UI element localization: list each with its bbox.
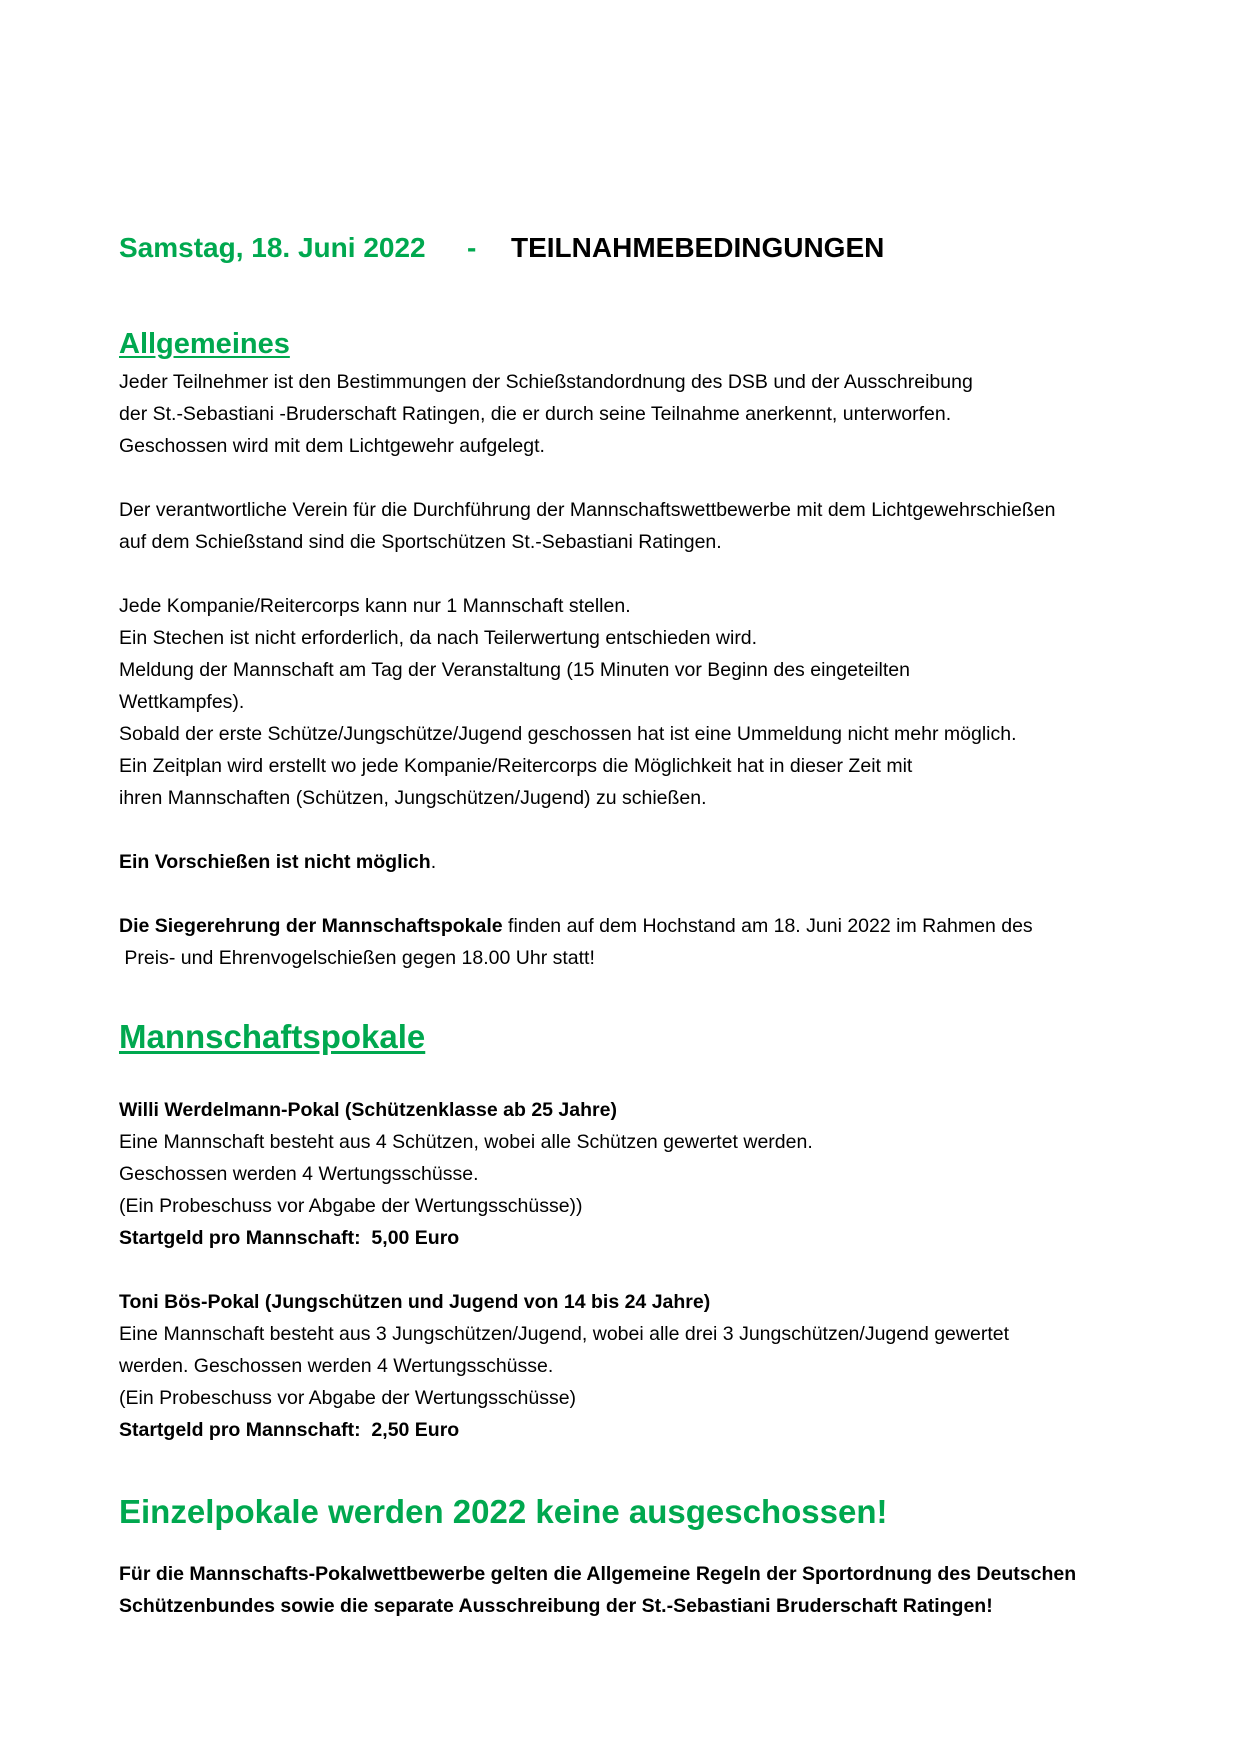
general-paragraph-1 (119, 366, 1159, 462)
no-preshoot-notice (119, 846, 1159, 878)
text-line: (Ein Probeschuss vor Abgabe der Wertungsschüsse) (119, 1387, 577, 1409)
text-line: Geschossen werden 4 Wertungsschüsse. (119, 1163, 479, 1185)
text-line: Für die Mannschafts-Pokalwettbewerbe gelten die Allgemeine Regeln der Sportordnung des Deutschen (119, 1563, 1077, 1585)
title-separator: - (467, 232, 477, 263)
text-line: Der verantwortliche Verein für die Durchführung der Mannschaftswettbewerbe mit dem Lichtgewehrschießen (119, 499, 1056, 521)
general-paragraph-2 (119, 494, 1159, 558)
text-line: ihren Mannschaften (Schützen, Jungschützen/Jugend) zu schießen. (119, 787, 707, 809)
cup-title: Willi Werdelmann-Pokal (Schützenklasse ab 25 Jahre) (119, 1099, 617, 1121)
text-line: Ein Zeitplan wird erstellt wo jede Kompanie/Reitercorps die Möglichkeit hat in dieser Zeit mit (119, 755, 913, 777)
text-line: Ein Stechen ist nicht erforderlich, da nach Teilerwertung entschieden wird. (119, 627, 758, 649)
cup-willi-werdelmann (119, 1094, 1159, 1254)
text-line: Sobald der erste Schütze/Jungschütze/Jugend geschossen hat ist eine Ummeldung nicht mehr möglich. (119, 723, 1017, 745)
text-line: (Ein Probeschuss vor Abgabe der Wertungsschüsse)) (119, 1195, 583, 1217)
text-line: der St.-Sebastiani -Bruderschaft Ratingen, die er durch seine Teilnahme anerkennt, unterworfen. (119, 403, 952, 425)
cup-fee: Startgeld pro Mannschaft: 2,50 Euro (119, 1419, 460, 1441)
cup-fee: Startgeld pro Mannschaft: 5,00 Euro (119, 1227, 460, 1249)
no-preshoot-end: . (430, 851, 437, 873)
cup-title: Toni Bös-Pokal (Jungschützen und Jugend von 14 bis 24 Jahre) (119, 1291, 711, 1313)
text-line (119, 846, 1159, 878)
text-line: Eine Mannschaft besteht aus 4 Schützen, wobei alle Schützen gewertet werden. (119, 1131, 813, 1153)
ceremony-rest: finden auf dem Hochstand am 18. Juni 2022 im Rahmen des (502, 915, 1033, 937)
section-heading-single-cups: Einzelpokale werden 2022 keine ausgeschossen! (119, 1493, 888, 1530)
text-line: werden. Geschossen werden 4 Wertungsschüsse. (119, 1355, 554, 1377)
event-date: Samstag, 18. Juni 2022 (119, 232, 426, 263)
title-line (119, 228, 884, 268)
text-line (119, 910, 1159, 942)
general-paragraph-3 (119, 590, 1159, 814)
text-line: Eine Mannschaft besteht aus 3 Jungschützen/Jugend, wobei alle drei 3 Jungschützen/Jugend gewertet (119, 1323, 1010, 1345)
text-line: Jeder Teilnehmer ist den Bestimmungen der Schießstandordnung des DSB und der Ausschreibung (119, 371, 973, 393)
text-line: Geschossen wird mit dem Lichtgewehr aufgelegt. (119, 435, 545, 457)
section-heading-cups: Mannschaftspokale (119, 1018, 426, 1055)
ceremony-notice (119, 910, 1159, 974)
text-line: Meldung der Mannschaft am Tag der Veranstaltung (15 Minuten vor Beginn des eingeteilten (119, 659, 910, 681)
cup-toni-boes (119, 1286, 1159, 1446)
text-line: Jede Kompanie/Reitercorps kann nur 1 Mannschaft stellen. (119, 595, 631, 617)
text-line: auf dem Schießstand sind die Sportschützen St.-Sebastiani Ratingen. (119, 531, 722, 553)
text-line: Wettkampfes). (119, 691, 245, 713)
page-title: TEILNAHMEBEDINGUNGEN (511, 232, 885, 263)
text-line: Schützenbundes sowie die separate Ausschreibung der St.-Sebastiani Bruderschaft Ratingen! (119, 1595, 993, 1617)
section-heading-general: Allgemeines (119, 328, 290, 360)
closing-rules (119, 1558, 1159, 1622)
ceremony-bold: Die Siegerehrung der Mannschaftspokale (119, 915, 503, 937)
text-line: Preis- und Ehrenvogelschießen gegen 18.00 Uhr statt! (119, 947, 595, 969)
no-preshoot-bold: Ein Vorschießen ist nicht möglich (119, 851, 431, 873)
